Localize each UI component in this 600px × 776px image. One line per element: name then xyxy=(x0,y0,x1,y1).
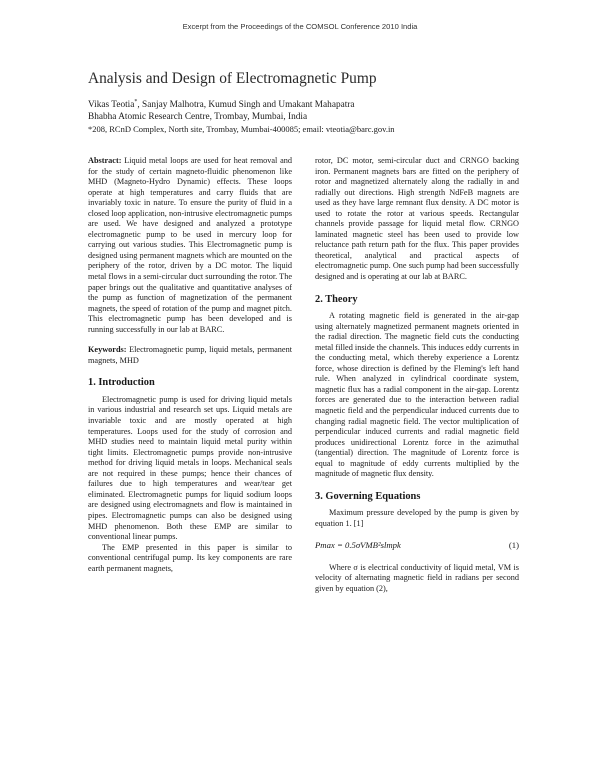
equation-1-body: Pmax = 0.5σVMB²slmpk xyxy=(315,539,401,550)
intro-paragraph-2-continued: rotor, DC motor, semi-circular duct and CRNGO backing iron. Permanent magnets bars are fitted on the periphery of rotor and magnetized alternately along the radially in and radially out directions. High strength NdFeB magnets are used as they have large remnant flux density. A DC motor is used to rotate the rotor at various speeds. Rectangular channels provide passage for liquid metal flow. CRNGO laminated magnetic steel has been used to provide low reluctance path return path for the flux. This paper provides theoretical, analytical and practical aspects of electromagnetic pump. One such pump had been successfully designed and is operating at our lab at BARC. xyxy=(315,156,519,282)
author-address: *208, RCnD Complex, North site, Trombay, Mumbai-400085; email: vteotia@barc.gov.in xyxy=(88,124,395,134)
section-heading-governing-equations: 3. Governing Equations xyxy=(315,490,421,502)
section-heading-introduction: 1. Introduction xyxy=(88,377,155,389)
author-list xyxy=(88,100,355,110)
other-authors: , Sanjay Malhotra, Kumud Singh and Umakant Mahapatra xyxy=(137,100,355,110)
abstract-text: Liquid metal loops are used for heat removal and for the study of certain magneto-fluidic phenomenon like MHD (Magneto-Hydro Dynamic) effects. These loops operate at high temperatures and carry fluids that are invariably toxic in nature. To ensure the purity of fluid in a closed loop application, non-intrusive electromagnetic pumps are used. We have designed and analyzed a prototype electromagnetic pump to be used in mercury loop for carrying out various studies. This Electromagnetic pump is designed using permanent magnets which are mounted on the periphery of the rotor, driven by a DC motor. The liquid metal flows in a semi-circular duct surrounding the rotor. The paper brings out the qualitative and quantitative analyses of the pump as function of magnetization of the permanent magnets, the speed of rotation of the pump and magnet pitch. This electromagnetic pump has been developed and is running successfully in our lab at BARC. xyxy=(88,156,292,334)
equation-1-number: (1) xyxy=(508,539,519,550)
keywords-text: Electromagnetic pump, liquid metals, permanent magnets, MHD xyxy=(88,345,293,365)
right-column xyxy=(315,156,519,594)
paper-title: Analysis and Design of Electromagnetic Pump xyxy=(88,70,377,87)
equation-1 xyxy=(315,540,519,553)
abstract-label: Abstract: xyxy=(88,156,122,165)
corresponding-mark: * xyxy=(134,98,138,105)
intro-paragraph-2: The EMP presented in this paper is similar to conventional centrifugal pump. Its key components are rare earth permanent magnets, xyxy=(88,542,292,573)
left-column xyxy=(88,156,292,574)
section-heading-theory: 2. Theory xyxy=(315,293,358,305)
governing-paragraph-1: Maximum pressure developed by the pump is given by equation 1. [1] xyxy=(315,508,519,528)
keywords-label: Keywords: xyxy=(88,345,127,355)
governing-paragraph-2: Where σ is electrical conductivity of liquid metal, VM is velocity of alternating magnetic field in radians per second given by equation (2), xyxy=(315,562,519,593)
proceedings-header: Excerpt from the Proceedings of the COMSOL Conference 2010 India xyxy=(182,22,418,31)
keywords xyxy=(88,345,292,366)
intro-paragraph-1: Electromagnetic pump is used for driving liquid metals in various industrial and research set ups. Liquid metals are invariable toxic and are mostly operated at high temperatures. Loops used for the study of corrosion and MHD studies need to maintain liquid metal purity within tight limits. Electromagnetic pumps provide non-intrusive method for driving liquid metals in loops. Mechanical seals are not required in these pumps; hence their chances of failures due to high temperatures and wear/tear get eliminated. Electromagnetic pumps for liquid sodium loops are designed using electromagnets and flow is maintained in pipes. Electromagnetic pumps can also be designed using MHD phenomenon. Both these EMP are similar to conventional linear pumps. xyxy=(88,394,292,542)
abstract xyxy=(88,156,292,335)
theory-paragraph: A rotating magnetic field is generated in the air-gap using alternately magnetized permanent magnets oriented in the radial direction. The magnetic field cuts the conducting metal filled inside the channels. This induces eddy currents in the conducting metal, which thereby experience a Lorentz force, whose direction is defined by the Fleming's left hand rule. When analyzed in cylindrical coordinate system, magnetic flux has a radial component in the air-gap. Lorentz forces are generated due to the interaction between radial magnetic field and the perpendicular induced currents due to changing radial magnetic field. The vector multiplication of perpendicular induced currents and radial magnetic field produces unidirectional Lorentz force in the azimuthal (tangential) direction. The magnitude of Lorentz force is equal to magnitude of eddy currents multiplied by the magnitude of magnetic flux density. xyxy=(315,311,519,479)
first-author: Vikas Teotia xyxy=(88,100,135,110)
affiliation: Bhabha Atomic Research Centre, Trombay, Mumbai, India xyxy=(88,112,308,122)
